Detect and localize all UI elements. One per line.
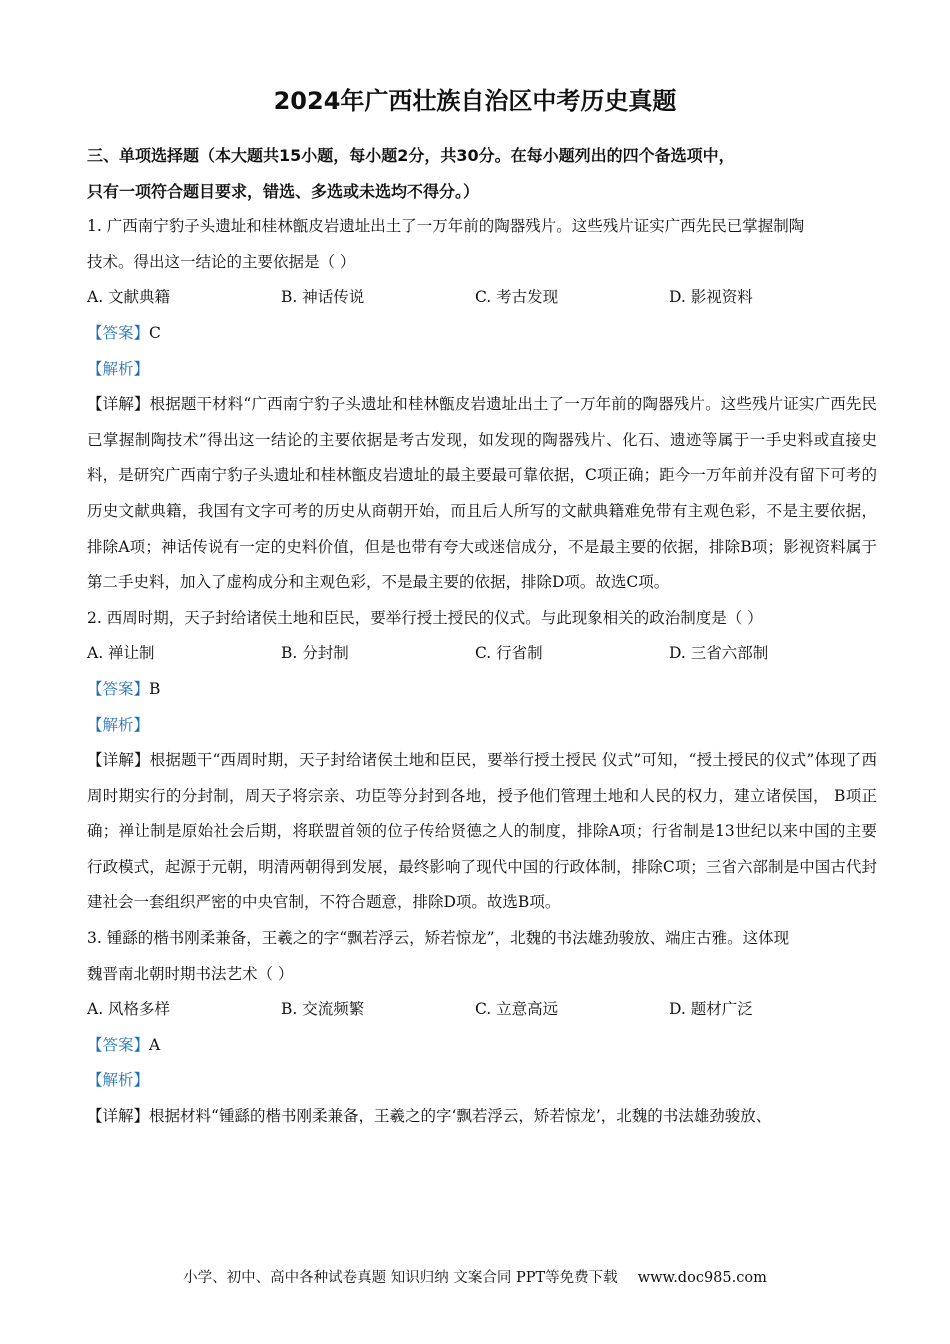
document-body	[87, 138, 877, 1135]
question-2	[87, 601, 877, 921]
page-footer	[0, 1266, 950, 1287]
question-2-answer	[87, 672, 877, 708]
question-3-option-b: B. 交流频繁	[281, 1000, 365, 1019]
detail-text: 根据题干材料“广西南宁豹子头遗址和桂林甑皮岩遗址出土了一万年前的陶器残片。这些残片证实广西先民已掌握制陶技术”得出这一结论的主要依据是考古发现，如发现的陶器残片、化石、遗迹等属于一手史料或直接史料，是研究广西南宁豹子头遗址和桂林甑皮岩遗址的最主要最可靠依据，C项正确；距今一万年前并没有留下可考的历史文献典籍，我国有文字可考的历史从商朝开始，而且后人所写的文献典籍难免带有主观色彩，不是主要依据，排除A项；神话传说有一定的史料价值，但是也带有夸大或迷信成分，不是最主要的依据，排除B项；影视资料属于第二手史料，加入了虚构成分和主观色彩，不是最主要的依据，排除D项。故选C项。	[87, 395, 877, 592]
question-3	[87, 921, 877, 1135]
question-2-analysis	[87, 708, 877, 744]
question-2-option-d: D. 三省六部制	[669, 644, 769, 663]
question-3-stem-line2: 魏晋南北朝时期书法艺术（ ）	[87, 964, 294, 983]
question-2-option-c: C. 行省制	[475, 644, 543, 663]
section-header-line2: 只有一项符合题目要求，错选、多选或未选均不得分。）	[87, 181, 480, 201]
question-2-options	[87, 636, 877, 672]
question-1-option-b: B. 神话传说	[281, 288, 365, 307]
analysis-tag: 【解析】	[87, 715, 150, 734]
question-1-stem-line2: 技术。得出这一结论的主要依据是（ ）	[87, 252, 356, 271]
analysis-tag: 【解析】	[87, 359, 150, 378]
question-2-detail	[87, 743, 877, 921]
question-1-answer	[87, 316, 877, 352]
answer-tag: 【答案】	[87, 679, 150, 698]
answer-value: A	[149, 1035, 161, 1054]
question-3-option-a: A. 风格多样	[87, 1000, 171, 1019]
answer-value: B	[149, 679, 161, 698]
detail-tag: 【详解】	[87, 395, 150, 414]
question-3-stem-line1: 3. 锺繇的楷书刚柔兼备，王羲之的字“飘若浮云，矫若惊龙”，北魏的书法雄劲骏放、端庄古雅。这体现	[87, 929, 790, 948]
question-1-stem-line1: 1. 广西南宁豹子头遗址和桂林甑皮岩遗址出土了一万年前的陶器残片。这些残片证实广西先民已掌握制陶	[87, 217, 805, 236]
question-3-option-c: C. 立意高远	[475, 1000, 559, 1019]
question-1-detail	[87, 387, 877, 601]
detail-text: 根据题干“西周时期，天子封给诸侯土地和臣民，要举行授土授民 仪式”可知，“授土授民的仪式”体现了西周时期实行的分封制，周天子将宗亲、功臣等分封到各地，授予他们管理土地和人民的权力，建立诸侯国， B项正确；禅让制是原始社会后期，将联盟首领的位子传给贤德之人的制度，排除A项；行省制是13世纪以来中国的主要行政模式，起源于元朝，明清两朝得到发展，最终影响了现代中国的行政体制，排除C项；三省六部制是中国古代封建社会一套组织严密的中央官制，不符合题意，排除D项。故选B项。	[87, 751, 877, 912]
answer-tag: 【答案】	[87, 323, 150, 342]
answer-value: C	[149, 323, 161, 342]
question-3-options	[87, 992, 877, 1028]
page-title: 2024年广西壮族自治区中考历史真题	[273, 87, 677, 115]
question-1-option-a: A. 文献典籍	[87, 288, 171, 307]
question-3-option-d: D. 题材广泛	[669, 1000, 753, 1019]
footer-url[interactable]: www.doc985.com	[637, 1270, 767, 1286]
section-header-line1: 三、单项选择题（本大题共15小题，每小题2分，共30分。在每小题列出的四个备选项中，	[87, 146, 735, 165]
footer-text: 小学、初中、高中各种试卷真题 知识归纳 文案合同 PPT等免费下载	[183, 1270, 618, 1286]
analysis-tag: 【解析】	[87, 1071, 150, 1090]
question-1-analysis	[87, 352, 877, 388]
detail-tag: 【详解】	[87, 1107, 150, 1126]
question-1-option-d: D. 影视资料	[669, 288, 753, 307]
detail-text: 根据材料“锺繇的楷书刚柔兼备，王羲之的字‘飘若浮云，矫若惊龙’，北魏的书法雄劲骏放、	[149, 1107, 772, 1126]
question-1-options	[87, 280, 877, 316]
question-2-option-b: B. 分封制	[281, 644, 349, 663]
detail-tag: 【详解】	[87, 751, 150, 770]
question-2-stem-line1: 2. 西周时期，天子封给诸侯土地和臣民，要举行授土授民的仪式。与此现象相关的政治制度是（ ）	[87, 608, 763, 627]
question-2-option-a: A. 禅让制	[87, 644, 155, 663]
question-3-answer	[87, 1028, 877, 1064]
answer-tag: 【答案】	[87, 1035, 150, 1054]
question-1-option-c: C. 考古发现	[475, 288, 559, 307]
question-3-detail	[87, 1099, 877, 1135]
question-3-analysis	[87, 1063, 877, 1099]
question-1	[87, 209, 877, 601]
